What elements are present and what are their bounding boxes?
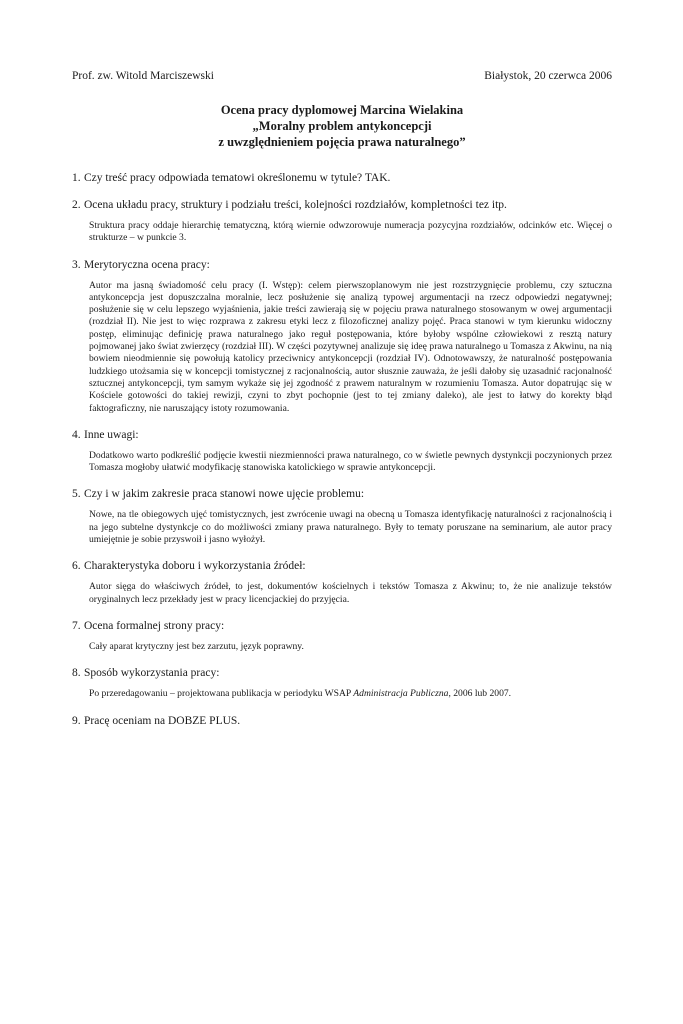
section-2-question: 2. Ocena układu pracy, struktury i podziału treści, kolejności rozdziałów, kompletności tez itp. xyxy=(72,199,507,211)
title-line-1: Ocena pracy dyplomowej Marcina Wielakina xyxy=(220,103,464,117)
section-8-question: 8. Sposób wykorzystania pracy: xyxy=(72,667,220,680)
section-5-answer: Nowe, na tle obiegowych ujęć tomistycznych, jest zwrócenie uwagi na obecną u Tomasza identyfikację naturalności z racjonalnością i na jego subtelne dystynkcje co do możliwości zmiany prawa naturalnego. Były to tematy poruszane na seminarium, ale autor pracy umiejętnie je sobie przyswoił i jasno wyłożył. xyxy=(89,509,612,546)
title-line-2: „Moralny problem antykoncepcji xyxy=(252,119,432,133)
header xyxy=(72,70,612,82)
section-8-answer: Po przeredagowaniu – projektowana publikacja w periodyku WSAP Administracja Publiczna, 2006 lub 2007. xyxy=(89,688,512,700)
author-name: Prof. zw. Witold Marciszewski xyxy=(72,70,214,82)
section-2-answer: Struktura pracy oddaje hierarchię tematyczną, którą wiernie odwzorowuje numeracja pozycyjna rozdziałów, odcinków etc. Więcej o strukturze – w punkcie 3. xyxy=(89,220,612,244)
section-6-question: 6. Charakterystyka doboru i wykorzystania źródeł: xyxy=(72,560,306,573)
section-7-question: 7. Ocena formalnej strony pracy: xyxy=(72,619,225,632)
section-7-answer: Cały aparat krytyczny jest bez zarzutu, język poprawny. xyxy=(89,640,304,652)
section-9-question: 9. Pracę oceniam na DOBZE PLUS. xyxy=(72,714,241,727)
section-1-question: 1. Czy treść pracy odpowiada tematowi określonemu w tytule? TAK. xyxy=(72,172,391,184)
title-line-3: z uwzględnieniem pojęcia prawa naturalnego” xyxy=(218,135,466,149)
document-title xyxy=(72,102,612,150)
section-4-answer: Dodatkowo warto podkreślić podjęcie kwestii niezmienności prawa naturalnego, co w świetle pewnych dystynkcji poczynionych przez Tomasza mogłoby ułatwić modyfikację stanowiska katolickiego w sprawie antykoncepcji. xyxy=(89,449,612,474)
section-6-answer: Autor sięga do właściwych źródeł, to jest, dokumentów kościelnych i tekstów Tomasza z Akwinu; to, że nie analizuje tekstów oryginalnych lecz przekłady jest w pracy licencjackiej do przyjęcia. xyxy=(89,581,612,605)
section-5-question: 5. Czy i w jakim zakresie praca stanowi nowe ujęcie problemu: xyxy=(72,488,365,501)
journal-title: Administracja Publiczna xyxy=(353,688,449,700)
document-page xyxy=(72,70,612,728)
place-date: Białystok, 20 czerwca 2006 xyxy=(484,70,612,82)
section-3-answer: Autor ma jasną świadomość celu pracy (I. Wstęp): celem pierwszoplanowym nie jest rozstrzygnięcie problemu, czy sztuczna antykoncepcja jest dopuszczalna moralnie, lecz posłużenie się analizą typowej argumentacji na rzecz odpowiedzi negatywnej; posłużenie się w celu lepszego wyjaśnienia, jakie treści zawierają się w pojęciu prawa naturalnego stosowanym w owej argumentacji (rozdział II). Nie jest to więc rozprawa z zakresu etyki lecz z filozoficznej analizy pojęć. Praca stanowi w tym kierunku widoczny postęp, eliminując definicję prawa naturalnego jako reguł postępowania, które byłoby wspólne człowiekowi z resztą natury pojmowanej jako świat zwierzęcy (rozdział III). W części pozytywnej analizuje się ideę prawa naturalnego u Tomasza z Akwinu, na nią bowiem nieodmiennie się powołują katolicy przeciwnicy antykoncepcji (rozdział IV). Odnotowawszy, że naturalność postępowania ludzkiego utożsamia się w koncepcji tomistycznej z racjonalnością, autor słusznie zauważa, że jeśli dałoby się uzasadnić racjonalność sztucznej antykoncepcji, tym samym wykaże się jej zgodność z prawem naturalnym w rozumieniu Tomasza. Autor dopatrując się w Kościele gotowości do takiej rewizji, czyni to zbyt pochopnie (jest to tej zmiany daleko), ale jest to łatwy do korekty błąd faktograficzny, nie naruszający istoty rozumowania. xyxy=(89,279,612,414)
section-4-question: 4. Inne uwagi: xyxy=(72,428,139,441)
section-3-question: 3. Merytoryczna ocena pracy: xyxy=(72,258,210,271)
